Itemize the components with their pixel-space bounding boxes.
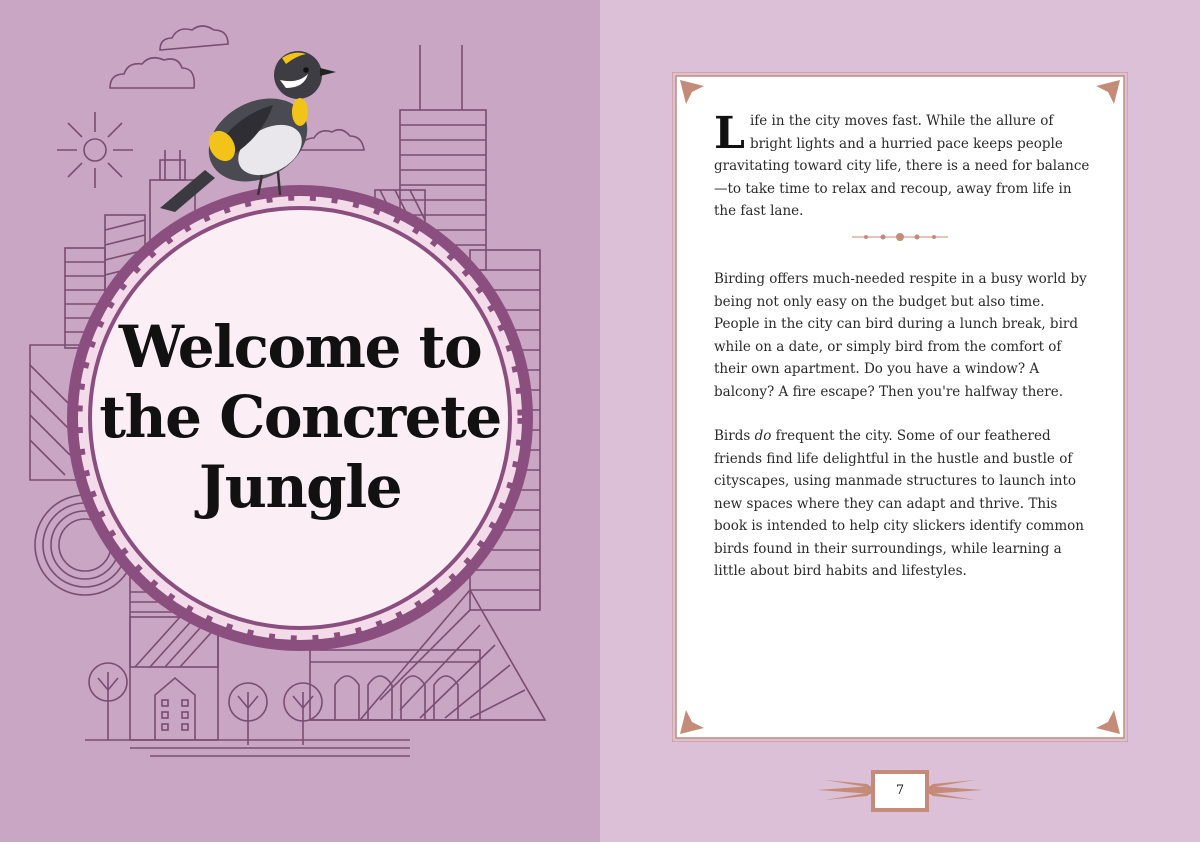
body-paragraph-3 — [714, 425, 1094, 583]
paragraph-3-text — [714, 425, 1094, 583]
intro-paragraph — [714, 110, 1094, 223]
divider-ornament-icon — [850, 230, 950, 244]
sun-icon — [57, 112, 133, 188]
page-number: 7 — [895, 782, 905, 798]
paragraph-3-start: Birds — [714, 428, 755, 444]
chapter-title — [85, 312, 515, 522]
body-paragraph-2 — [714, 268, 1094, 403]
paragraph-2-text: Birding offers much-needed respite in a busy world by being not only easy on the budget but also time. People in the city can bird during a lunch break, bird while on a date, or simply bird from the comfort of their own apartment. Do you have a window? A balcony? A fire escape? Then you're halfway there. — [714, 271, 1087, 400]
paragraph-3-emphasis: do — [754, 428, 772, 444]
drop-cap: L — [714, 108, 745, 159]
intro-paragraph-text: ife in the city moves fast. While the allure of bright lights and a hurried pace keeps people gravitating toward city life, there is a need for balance—to take time to relax and recoup, away from life in the fast lane. — [714, 113, 1090, 219]
title-line-1: Welcome to — [118, 313, 482, 381]
tree-icon — [89, 663, 322, 745]
title-line-2: the Concrete — [99, 383, 501, 451]
paragraph-3-end: frequent the city. Some of our feathered friends find life delightful in the hustle and bustle of cityscapes, using manmade structures to launch into new spaces where they can adapt and thrive. This book is intended to help city slickers identify common birds found in their surroundings, while learning a little about bird habits and lifestyles. — [714, 428, 1084, 579]
intro-text — [714, 110, 1094, 223]
title-line-3: Jungle — [198, 453, 402, 521]
